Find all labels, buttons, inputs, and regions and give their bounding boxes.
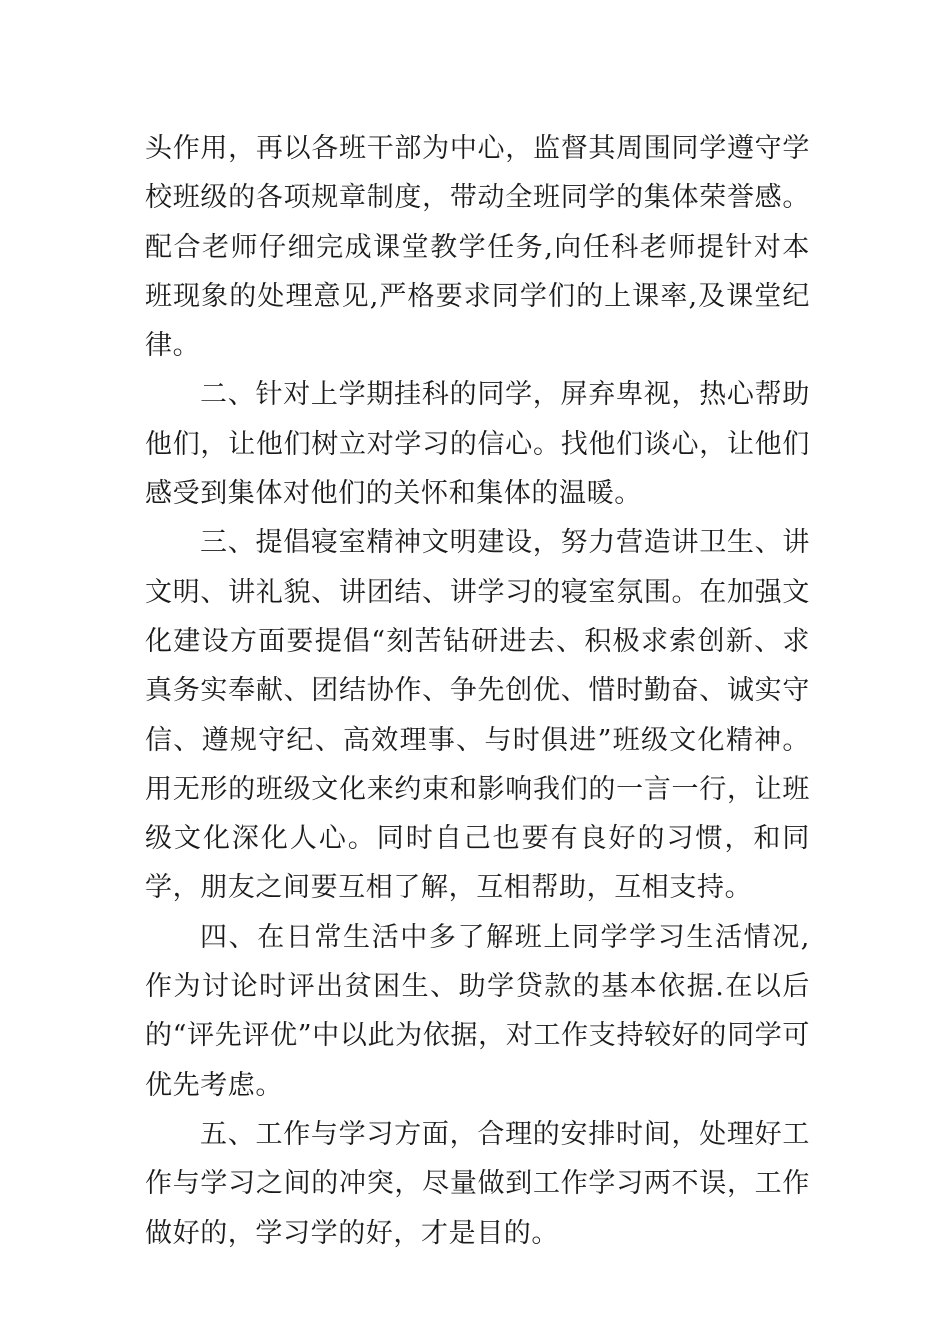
- paragraph-item-2: 二、针对上学期挂科的同学，屏弃卑视，热心帮助他们，让他们树立对学习的信心。找他们谈心，让他们感受到集体对他们的关怀和集体的温暖。: [145, 379, 810, 510]
- document-body: [145, 124, 810, 1258]
- paragraph-item-5: 五、工作与学习方面，合理的安排时间，处理好工作与学习之间的冲突，尽量做到工作学习两不误，工作做好的，学习学的好，才是目的。: [145, 1118, 810, 1249]
- paragraph-item-3: 三、提倡寝室精神文明建设，努力营造讲卫生、讲文明、讲礼貌、讲团结、讲学习的寝室氛围。在加强文化建设方面要提倡“刻苦钻研进去、积极求索创新、求真务实奉献、团结协作、争先创优、惜时勤奋、诚实守信、遵规守纪、高效理事、与时俱进”班级文化精神。用无形的班级文化来约束和影响我们的一言一行，让班级文化深化人心。同时自己也要有良好的习惯，和同学，朋友之间要互相了解，互相帮助，互相支持。: [145, 527, 810, 904]
- paragraph-item-4: 四、在日常生活中多了解班上同学学习生活情况,作为讨论时评出贫困生、助学贷款的基本依据.在以后的“评先评优”中以此为依据，对工作支持较好的同学可优先考虑。: [145, 921, 810, 1101]
- paragraph-continuation: 头作用，再以各班干部为中心，监督其周围同学遵守学校班级的各项规章制度，带动全班同学的集体荣誉感。配合老师仔细完成课堂教学任务,向任科老师提针对本班现象的处理意见,严格要求同学们的上课率,及课堂纪律。: [145, 133, 810, 362]
